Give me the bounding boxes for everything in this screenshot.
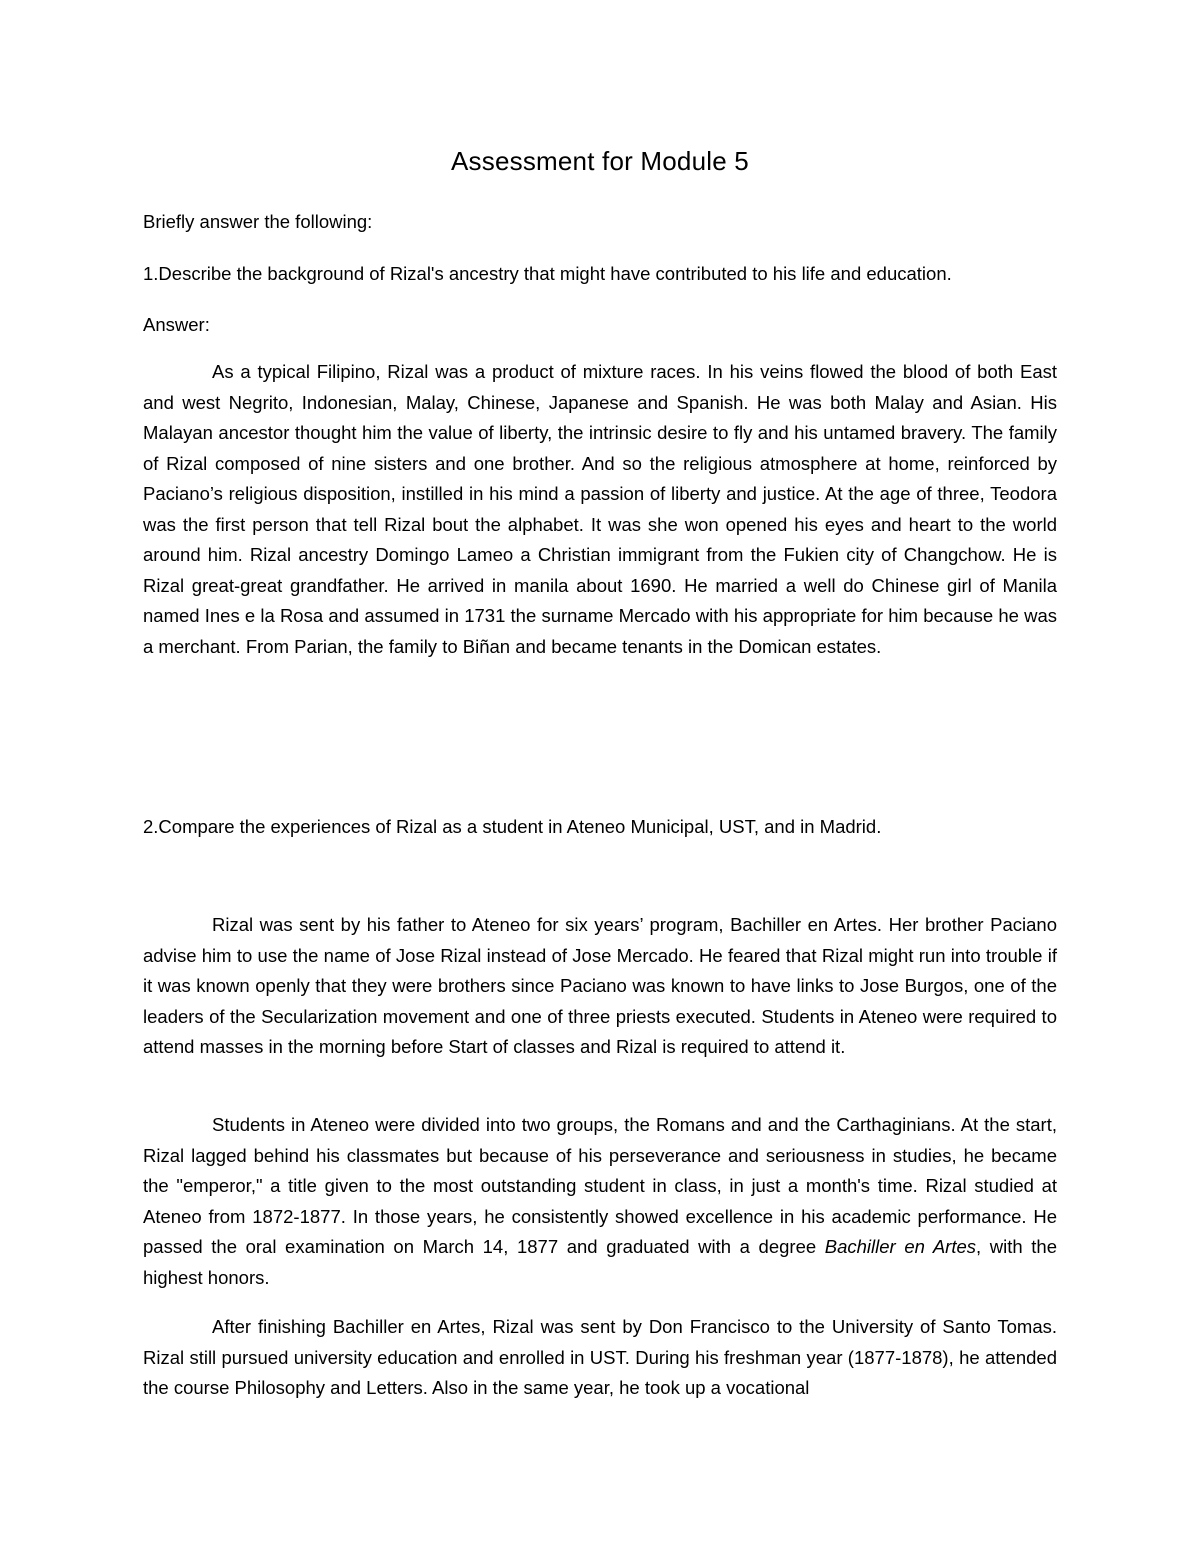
- question-2: 2.Compare the experiences of Rizal as a student in Ateneo Municipal, UST, and in Madrid.: [143, 816, 882, 837]
- document-title: Assessment for Module 5: [451, 146, 749, 176]
- answer-label: Answer:: [143, 314, 210, 335]
- degree-title-italic: Bachiller en Artes: [824, 1236, 977, 1257]
- answer-2-paragraph-1: Rizal was sent by his father to Ateneo for six years’ program, Bachiller en Artes. Her brother Paciano advise him to use the name of Jose Rizal instead of Jose Mercado. He feared that Rizal might run into trouble if it was known openly that they were brothers since Paciano was known to have links to Jose Burgos, one of the leaders of the Secularization movement and one of three priests executed. Students in Ateneo were required to attend masses in the morning before Start of classes and Rizal is required to attend it.: [143, 914, 1057, 1057]
- answer-2-paragraph-3: After finishing Bachiller en Artes, Rizal was sent by Don Francisco to the University of Santo Tomas. Rizal still pursued university education and enrolled in UST. During his freshman year (1877-1878), he attended the course Philosophy and Letters. Also in the same year, he took up a vocational: [143, 1316, 1057, 1398]
- answer-2-paragraph-2: [143, 1110, 1057, 1293]
- question-1: 1.Describe the background of Rizal's ancestry that might have contributed to his life and education.: [143, 263, 952, 284]
- answer-2-paragraph-2-end: , with the highest honors.: [143, 1236, 1057, 1288]
- answer-2-paragraph-2-text: Students in Ateneo were divided into two groups, the Romans and and the Carthaginians. At the start, Rizal lagged behind his classmates but because of his perseverance and seriousness in studies, he became the "emperor," a title given to the most outstanding student in class, in just a month's time. Rizal studied at Ateneo from 1872-1877. In those years, he consistently showed excellence in his academic performance. He passed the oral examination on March 14, 1877 and graduated with a degree: [143, 1114, 1057, 1257]
- instruction-text: Briefly answer the following:: [143, 211, 373, 232]
- answer-1-paragraph: As a typical Filipino, Rizal was a product of mixture races. In his veins flowed the blood of both East and west Negrito, Indonesian, Malay, Chinese, Japanese and Spanish. He was both Malay and Asian. His Malayan ancestor thought him the value of liberty, the intrinsic desire to fly and his untamed bravery. The family of Rizal composed of nine sisters and one brother. And so the religious atmosphere at home, reinforced by Paciano’s religious disposition, instilled in his mind a passion of liberty and justice. At the age of three, Teodora was the first person that tell Rizal bout the alphabet. It was she won opened his eyes and heart to the world around him. Rizal ancestry Domingo Lameo a Christian immigrant from the Fukien city of Changchow. He is Rizal great-great grandfather. He arrived in manila about 1690. He married a well do Chinese girl of Manila named Ines e la Rosa and assumed in 1731 the surname Mercado with his appropriate for him because he was a merchant. From Parian, the family to Biñan and became tenants in the Domican estates.: [143, 361, 1057, 657]
